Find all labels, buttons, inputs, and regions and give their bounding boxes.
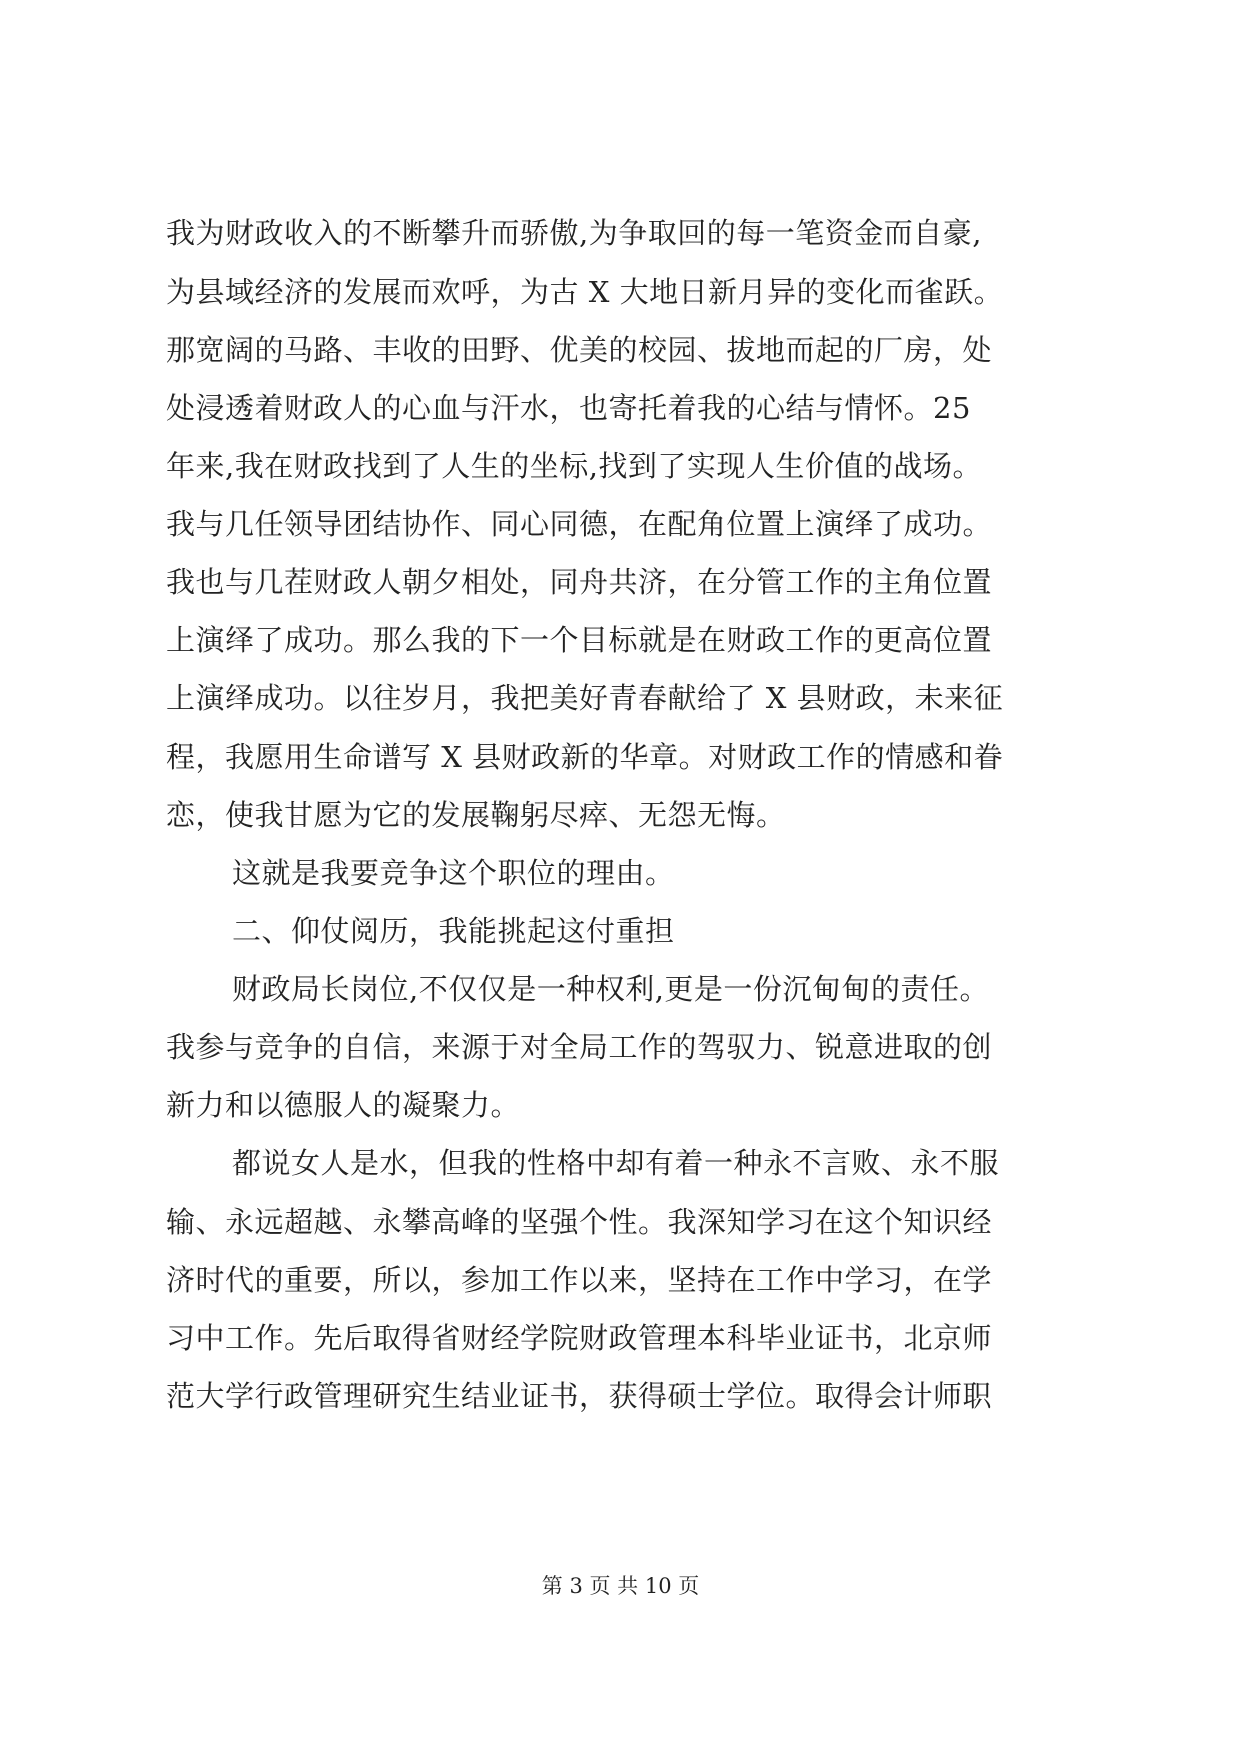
body-line: 我为财政收入的不断攀升而骄傲,为争取回的每一笔资金而自豪, <box>166 216 982 250</box>
body-line: 我也与几茬财政人朝夕相处，同舟共济，在分管工作的主角位置 <box>166 565 993 599</box>
body-line: 处浸透着财政人的心血与汗水，也寄托着我的心结与情怀。25 <box>166 391 971 425</box>
body-line: 为县域经济的发展而欢呼，为古 X 大地日新月异的变化而雀跃。 <box>166 275 1004 309</box>
paragraph-line: 这就是我要竞争这个职位的理由。 <box>232 856 675 890</box>
body-line: 习中工作。先后取得省财经学院财政管理本科毕业证书，北京师 <box>166 1321 993 1355</box>
body-line: 我参与竞争的自信，来源于对全局工作的驾驭力、锐意进取的创 <box>166 1030 993 1064</box>
paragraph-line: 财政局长岗位,不仅仅是一种权利,更是一份沉甸甸的责任。 <box>232 972 989 1006</box>
body-line: 上演绎了成功。那么我的下一个目标就是在财政工作的更高位置 <box>166 623 993 657</box>
page-number: 第 3 页 共 10 页 <box>541 1574 700 1598</box>
body-line: 那宽阔的马路、丰收的田野、优美的校园、拔地而起的厂房，处 <box>166 333 993 367</box>
body-line: 上演绎成功。以往岁月，我把美好青春献给了 X 县财政，未来征 <box>166 681 1004 715</box>
section-heading: 二、仰仗阅历，我能挑起这付重担 <box>232 914 675 948</box>
paragraph-line: 都说女人是水，但我的性格中却有着一种永不言败、永不服 <box>232 1146 1000 1180</box>
body-line: 范大学行政管理研究生结业证书，获得硕士学位。取得会计师职 <box>166 1379 993 1413</box>
body-line: 年来,我在财政找到了人生的坐标,找到了实现人生价值的战场。 <box>166 449 982 483</box>
body-line: 恋，使我甘愿为它的发展鞠躬尽瘁、无怨无悔。 <box>166 798 786 832</box>
body-line: 新力和以德服人的凝聚力。 <box>166 1088 521 1122</box>
body-line: 程，我愿用生命谱写 X 县财政新的华章。对财政工作的情感和眷 <box>166 740 1004 774</box>
body-line: 我与几任领导团结协作、同心同德，在配角位置上演绎了成功。 <box>166 507 993 541</box>
body-line: 济时代的重要，所以，参加工作以来，坚持在工作中学习，在学 <box>166 1263 993 1297</box>
body-line: 输、永远超越、永攀高峰的坚强个性。我深知学习在这个知识经 <box>166 1205 993 1239</box>
